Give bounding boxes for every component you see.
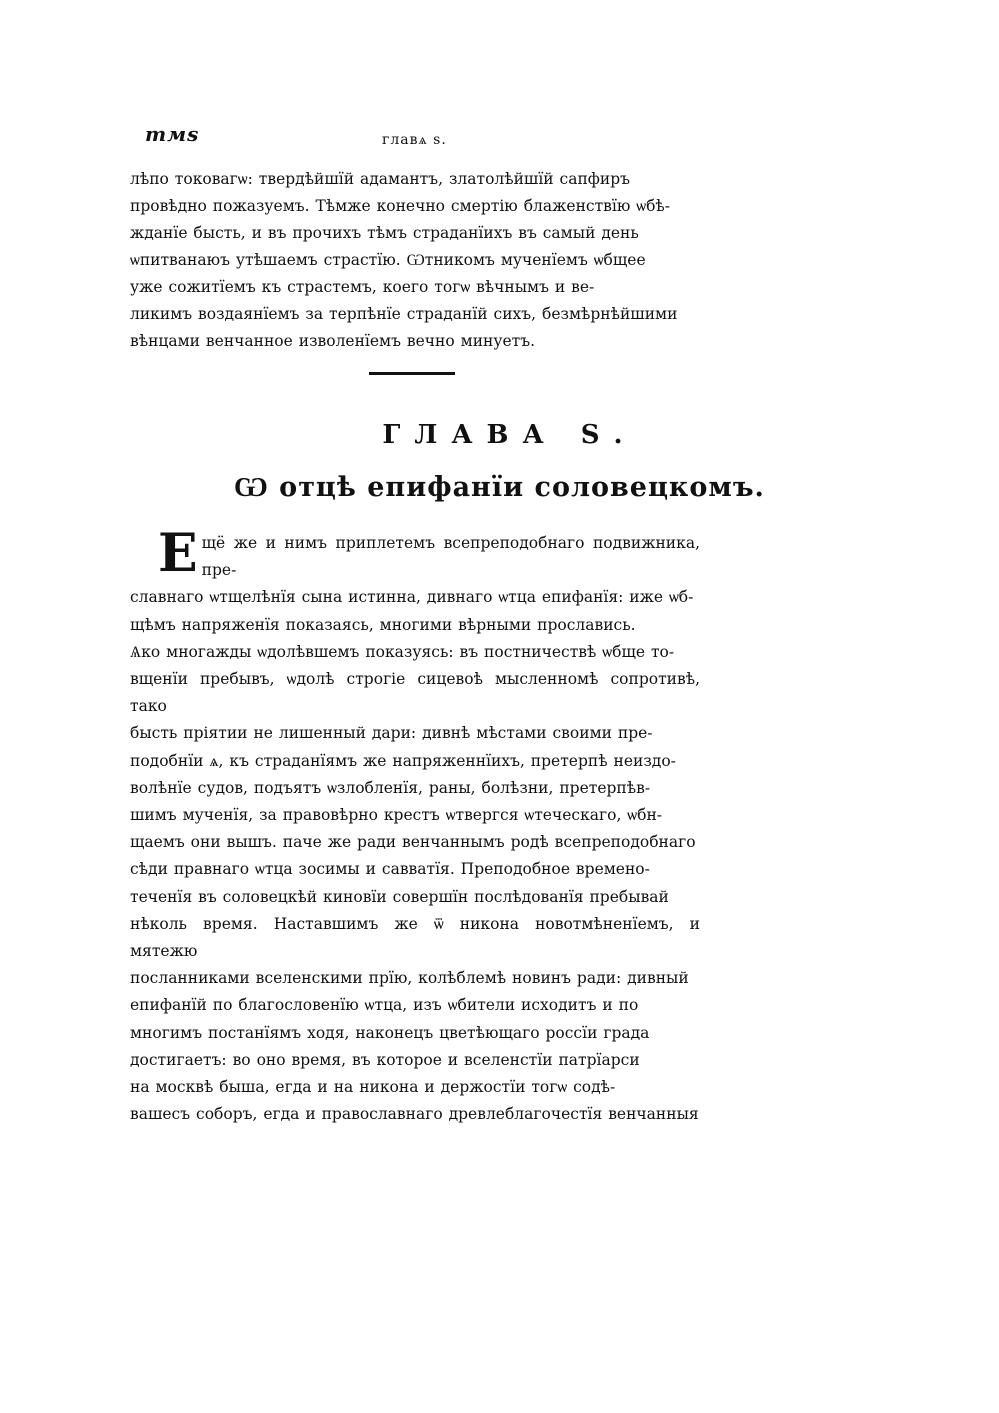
passage-previous-chapter <box>130 166 700 355</box>
text-line: бысть пріятии не лишенный дари: дивнѣ мѣстами своими пре- <box>130 724 653 743</box>
text-line: лѣпо токовагѡ: твердѣйшїй адамантъ, златолѣйшїй сапфиръ <box>130 170 631 188</box>
text-line: вѣнцами венчанное изволенїемъ вечно минуетъ. <box>130 332 536 350</box>
text-line: щаемъ они вышъ. паче же ради венчаннымъ родѣ всепреподобнаго <box>130 833 696 852</box>
text-line: волѣнїе судов, подъятъ ѡзлобленїя, раны, болѣзни, претерпѣв- <box>130 778 651 797</box>
text-line: вщенїи пребывъ, ѡдолѣ строгіе сицевоѣ мысленномѣ сопротивѣ, тако <box>130 670 700 716</box>
page-number: тмѕ <box>145 122 200 146</box>
chapter-label: ГЛАВА Ѕ. <box>382 420 637 450</box>
text-line: посланниками вселенскими прїю, колѣблемѣ новинъ ради: дивный <box>130 969 689 988</box>
text-line: на москвѣ быша, егда и на никона и держостїи тогѡ содѣ- <box>130 1078 616 1097</box>
text-line: теченїя въ соловецкѣй киновїи совершїн послѣдованїя пребывай <box>130 887 669 906</box>
text-line: вашесъ соборъ, егда и православнаго древлеблагочестїя венчанныя <box>130 1105 699 1124</box>
text-line: уже сожитїемъ къ страстемъ, коего тогѡ вѣчнымъ и ве- <box>130 278 595 296</box>
text-line: щё же и нимъ приплетемъ всепреподобнаго подвижника, пре- <box>201 534 700 580</box>
passage-chapter-body <box>130 523 700 1128</box>
text-line: провѣдно пожазуемъ. Тѣмже конечно смертію блаженствїю ѡбѣ- <box>130 197 670 215</box>
text-line: щѣмъ напряженїя показаясь, многими вѣрными прославись. <box>130 615 636 634</box>
text-line: шимъ мученїя, за правовѣрно крестъ ѡтвергся ѡтеческаго, ѡбн- <box>130 806 663 825</box>
text-line: ѡпитванаюъ утѣшаемъ страстїю. Ѡтникомъ мученїемъ ѡбщее <box>130 251 646 269</box>
text-line: епифанїй по благословенїю ѡтца, изъ ѡбители исходитъ и по <box>130 996 639 1015</box>
section-divider <box>369 372 455 375</box>
text-line: подобнїи ѧ, къ страданїямъ же напряженнїихъ, претерпѣ неиздо- <box>130 751 676 770</box>
text-line: славнаго ѡтщелѣнїя сына истинна, дивнаго ѡтца епифанїя: иже ѡб- <box>130 588 694 607</box>
text-line: жданїе бысть, и въ прочихъ тѣмъ страданїихъ въ самый день <box>130 224 639 242</box>
text-line: сѣди правнаго ѡтца зосимы и савватїя. Преподобное времено- <box>130 860 650 879</box>
text-line: ликимъ воздаянїемъ за терпѣнїе страданїй сихъ, безмѣрнѣйшими <box>130 305 678 323</box>
chapter-title: Ѡ отцѣ епифанїи соловецкомъ. <box>234 472 765 503</box>
text-line: многимъ постанїямъ ходя, наконецъ цветѣющаго россїи града <box>130 1023 650 1042</box>
text-line: достигаетъ: во оно время, въ которое и вселенстїи патрїарси <box>130 1050 640 1069</box>
drop-cap-initial: Е <box>158 523 198 584</box>
running-head: главѧ ѕ. <box>382 132 447 148</box>
text-line: нѣколь время. Наставшимъ же ѿ никона новотмѣненїемъ, и мятежю <box>130 914 700 961</box>
text-line: Ѧко многажды ѡдолѣвшемъ показуясь: въ постничествѣ ѡбще то- <box>130 642 675 661</box>
